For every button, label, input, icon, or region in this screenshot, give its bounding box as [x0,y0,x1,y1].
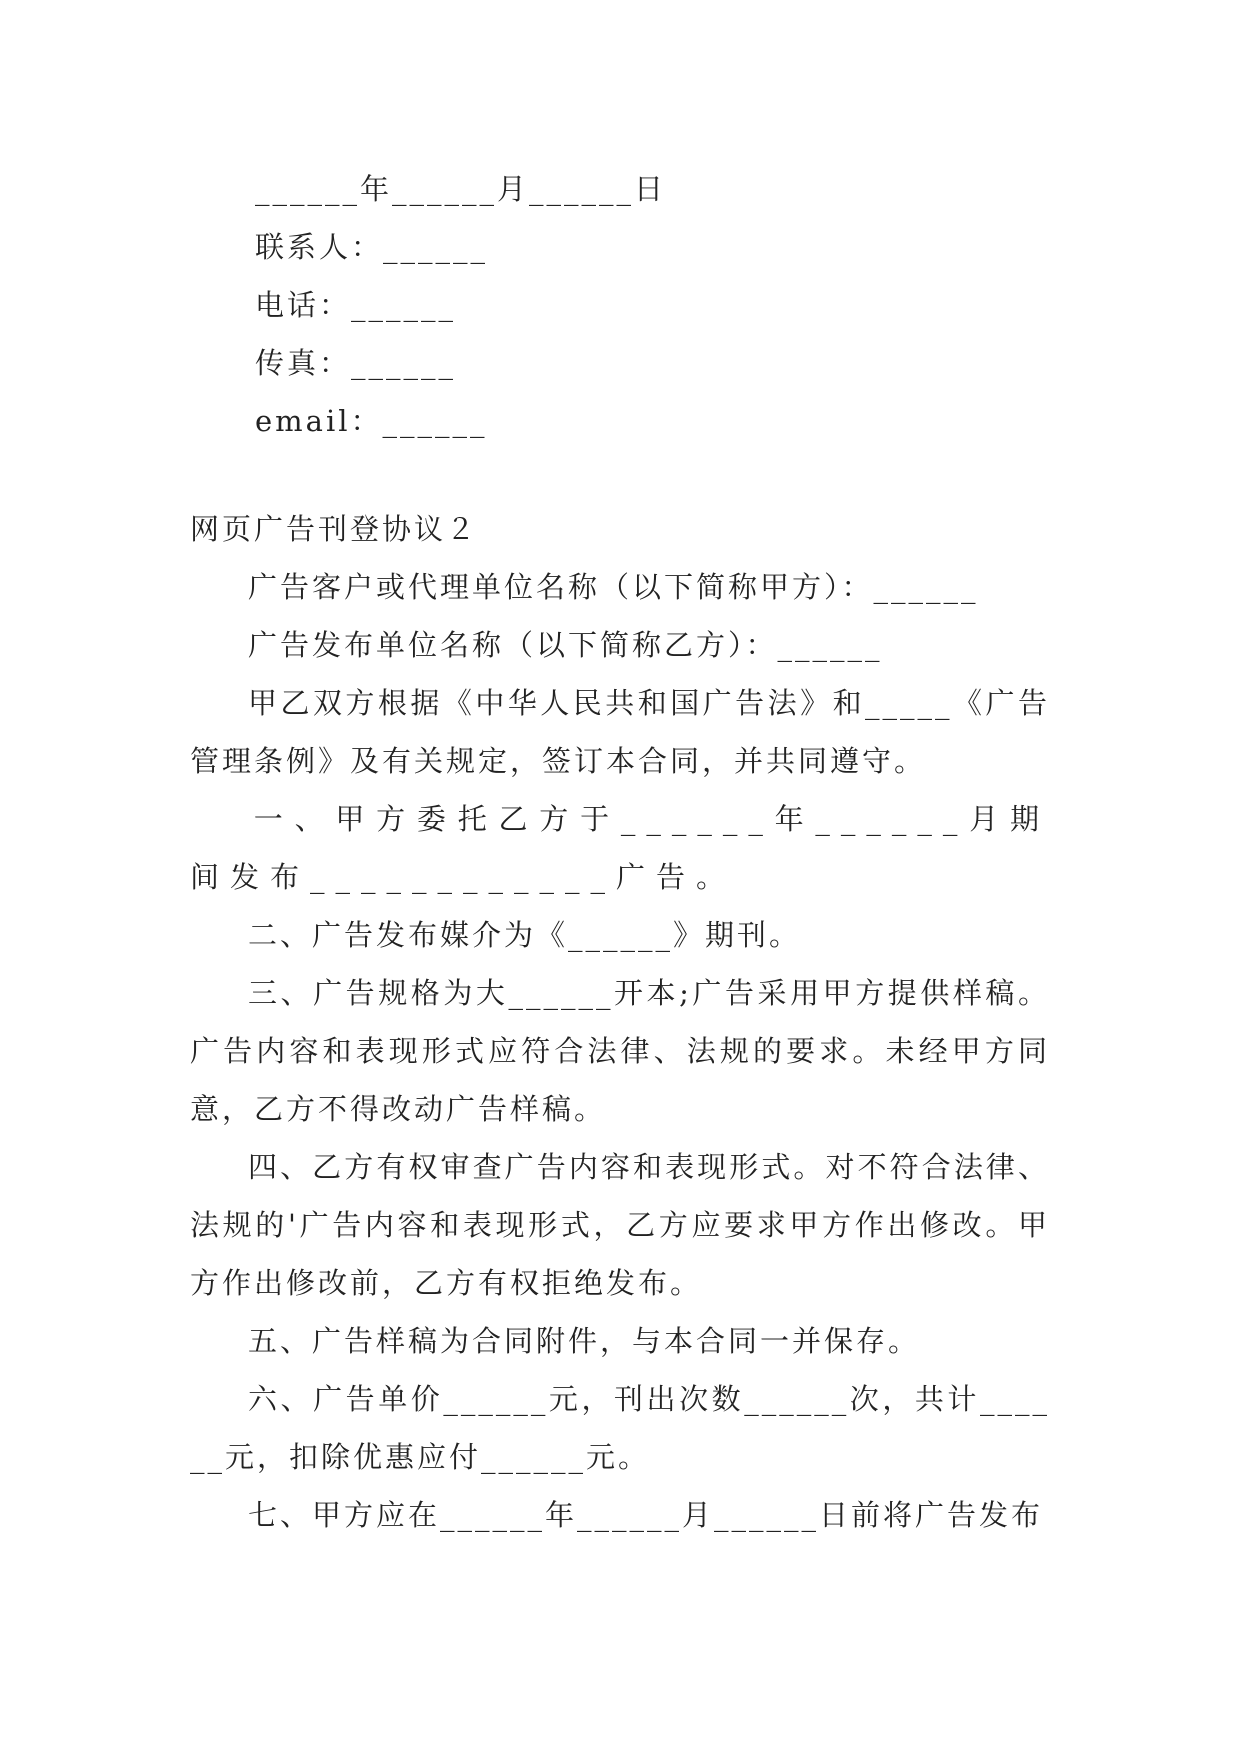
preamble-paragraph: 甲乙双方根据《中华人民共和国广告法》和_____《广告管理条例》及有关规定，签订本合同，并共同遵守。 [190,686,1050,778]
clause-4: 四、乙方有权审查广告内容和表现形式。对不符合法律、法规的'广告内容和表现形式，乙方应要求甲方作出修改。甲方作出修改前，乙方有权拒绝发布。 [190,1150,1050,1300]
party-a-line: 广告客户或代理单位名称（以下简称甲方）：______ [248,570,979,604]
clause-5: 五、广告样稿为合同附件，与本合同一并保存。 [248,1324,921,1358]
agreement-title: 网页广告刊登协议２ [190,512,479,546]
clause-7: 七、甲方应在______年______月______日前将广告发布 [248,1498,1044,1532]
signature-fax: 传真：______ [255,346,457,380]
signature-phone: 电话：______ [255,288,457,322]
signature-date-line: ______年______月______日 [255,172,667,206]
clause-6: 六、广告单价______元，刊出次数______次，共计______元，扣除优惠应付______元。 [190,1382,1050,1474]
party-b-line: 广告发布单位名称（以下简称乙方）：______ [248,628,883,662]
clause-3: 三、广告规格为大______开本;广告采用甲方提供样稿。广告内容和表现形式应符合法律、法规的要求。未经甲方同意，乙方不得改动广告样稿。 [190,976,1050,1126]
clause-1: 一、甲方委托乙方于______年______月期间发布____________广告。 [190,802,1050,894]
clause-2: 二、广告发布媒介为《______》期刊。 [248,918,802,952]
section-gap [190,450,1050,500]
signature-email: email：______ [255,404,488,438]
signature-contact: 联系人：______ [255,230,489,264]
document-body [190,160,1050,1544]
